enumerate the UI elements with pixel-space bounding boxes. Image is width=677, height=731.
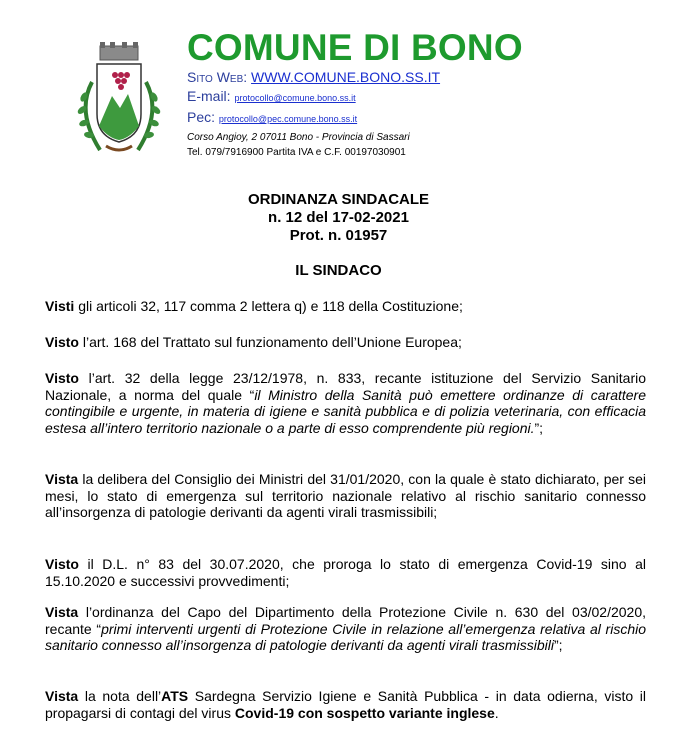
pec-label: Pec:: [187, 109, 219, 125]
paragraph-2: [45, 334, 646, 351]
para-lead: Vista: [45, 688, 79, 704]
para-lead: Visti: [45, 298, 75, 314]
para-lead: Visto: [45, 370, 79, 386]
paragraph-3: [45, 370, 646, 436]
website-label: Sito Web:: [187, 69, 252, 85]
letterhead: [187, 28, 523, 160]
para-lead: Vista: [45, 604, 79, 620]
para-text: l’ordinanza del Capo del Dipartimento della Protezione Civile n. 630 del 03/02/2020, recante “: [45, 604, 646, 637]
email-label: E-mail:: [187, 88, 235, 104]
paragraph-1: [45, 298, 646, 315]
para-text: gli articoli 32, 117 comma 2 lettera q) e 118 della Costituzione;: [74, 298, 463, 314]
para-lead: Visto: [45, 334, 79, 350]
pec-line: [187, 108, 523, 129]
para-lead: Visto: [45, 556, 79, 572]
para-lead: Vista: [45, 471, 79, 487]
municipality-title: COMUNE DI BONO: [187, 27, 523, 68]
paragraph-6: [45, 604, 646, 654]
para-tail: ”;: [553, 637, 563, 654]
para-text: la delibera del Consiglio dei Ministri del 31/01/2020, con la quale è stato dichiarato, per sei mesi, lo stato di emergenza sul territorio nazionale relativo al rischio sanitario connesso all’insorgenza di patologie derivanti da agenti virali trasmissibili;: [45, 471, 646, 521]
para-tail: ”;: [534, 419, 544, 436]
ordinance-number: n. 12 del 17-02-2021: [268, 209, 409, 226]
para-text-2: Sardegna Servizio Igiene e Sanità Pubblica - in data odierna, visto il propagarsi di contagi del virus: [45, 688, 647, 721]
ordinance-heading: [0, 191, 677, 245]
protocol-number: Prot. n. 01957: [289, 227, 388, 244]
para-quote: il Ministro della Sanità può emettere ordinanze di carattere contingibile e urgente, in materia di igiene e sanità pubblica e di polizia veterinaria, con efficacia estesa all’intero territorio nazionale o a parte di esso comprendente più regioni.: [45, 386, 646, 436]
para-text: l’art. 168 del Trattato sul funzionamento dell’Unione Europea;: [78, 334, 462, 350]
address: Corso Angioy, 2 07011 Bono - Provincia di Sassari: [187, 132, 410, 143]
pec-link[interactable]: protocollo@pec.comune.bono.ss.it: [218, 114, 358, 124]
para-quote: primi interventi urgenti di Protezione Civile in relazione all’emergenza relativa al rischio sanitario connesso all’insorgenza di patologie derivanti da agenti virali trasmissibili: [45, 620, 647, 654]
paragraph-5: [45, 556, 646, 589]
para-covid: Covid-19 con sospetto variante inglese: [234, 704, 495, 721]
para-ats: ATS: [161, 688, 189, 704]
email-line: [187, 87, 523, 108]
paragraph-4: [45, 471, 646, 521]
website-line: [187, 68, 523, 87]
ordinance-type: ORDINANZA SINDACALE: [247, 191, 430, 208]
para-text: l’art. 32 della legge 23/12/1978, n. 833, recante istituzione del Servizio Sanitario Nazionale, a norma del quale “: [45, 370, 646, 403]
phone-vat: Tel. 079/7916900 Partita IVA e C.F. 00197030901: [187, 147, 406, 158]
comune-crest-emblem: [70, 42, 168, 162]
paragraph-7: [45, 688, 646, 721]
email-link[interactable]: protocollo@comune.bono.ss.it: [234, 93, 356, 103]
para-text: la nota dell’: [78, 688, 162, 704]
para-tail: .: [494, 704, 499, 721]
website-link[interactable]: WWW.COMUNE.BONO.SS.IT: [251, 69, 441, 85]
para-text: il D.L. n° 83 del 30.07.2020, che proroga lo stato di emergenza Covid-19 sino al 15.10.2020 e successivi provvedimenti;: [45, 556, 646, 589]
sindaco-heading: IL SINDACO: [295, 262, 382, 279]
